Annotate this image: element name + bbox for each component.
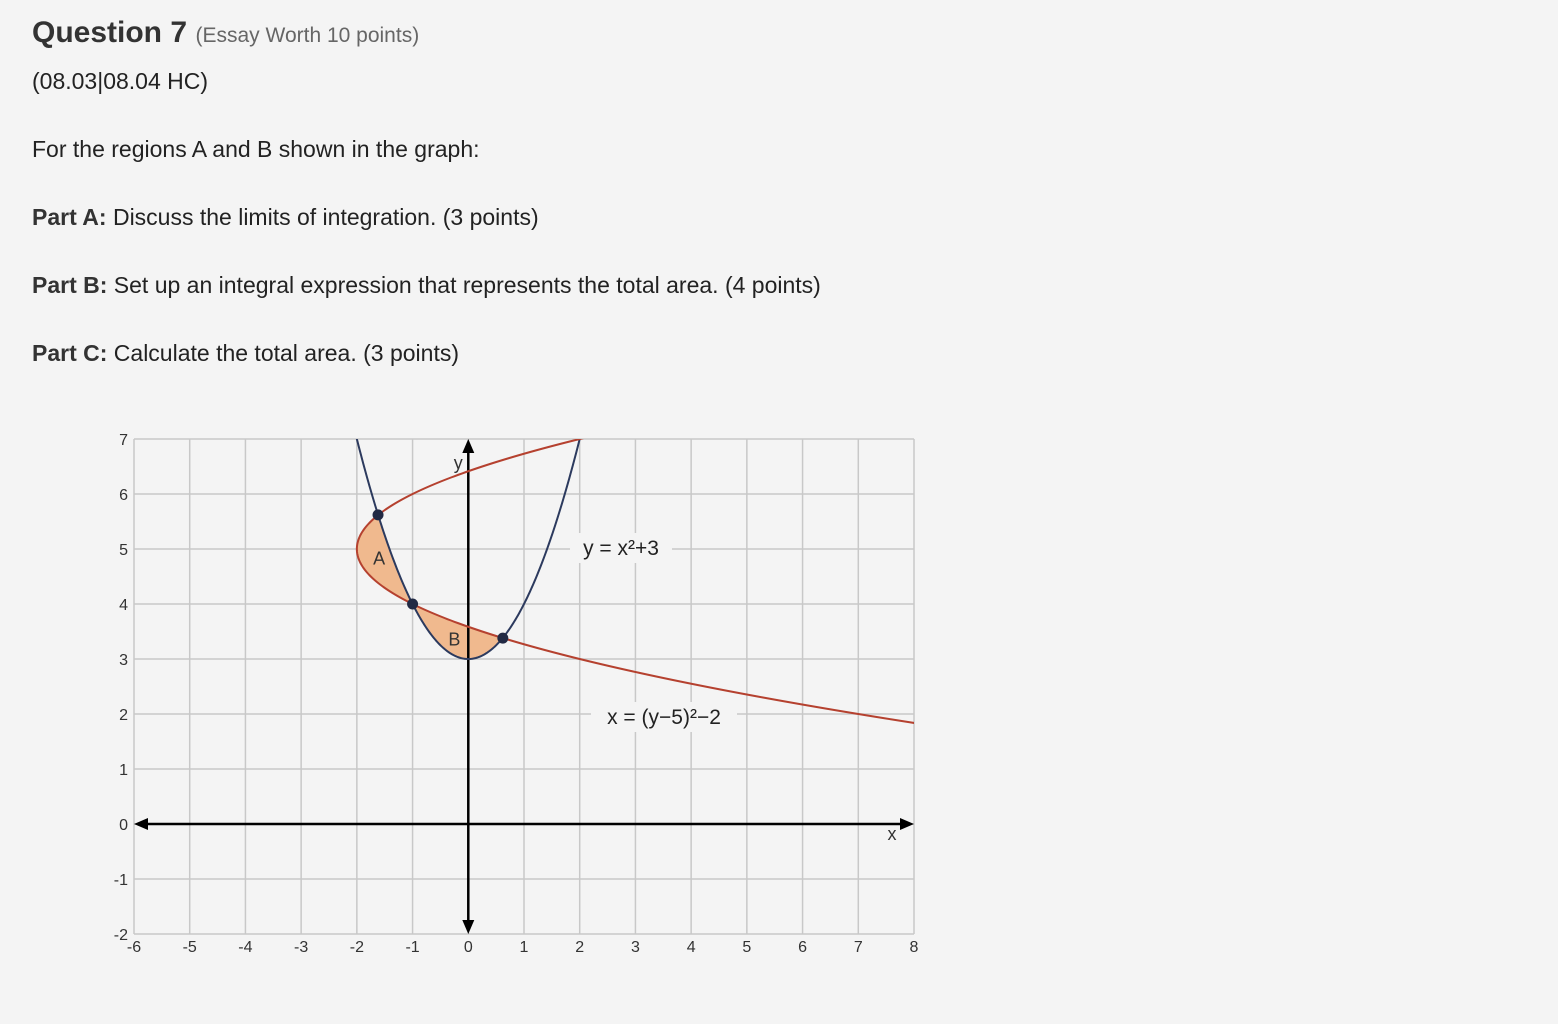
y-axis-bottom-arrow <box>462 920 474 934</box>
intersection-point <box>498 633 508 643</box>
y-tick-label: -1 <box>113 872 128 889</box>
part-a-text: Discuss the limits of integration. (3 points) <box>106 204 539 230</box>
question-worth: (Essay Worth 10 points) <box>195 24 420 47</box>
question-title: Question 7 <box>32 16 188 49</box>
equation-label-parabola-y: y = x²+3 <box>583 537 659 560</box>
curves <box>351 357 1248 770</box>
part-c-label: Part C: <box>32 340 108 366</box>
x-axis-label: x <box>887 824 897 844</box>
intersection-point <box>408 599 418 609</box>
x-tick-label: 8 <box>909 939 919 956</box>
x-tick-label: -4 <box>238 939 253 956</box>
y-tick-label: 2 <box>119 707 128 724</box>
question-prompt: For the regions A and B shown in the graph: <box>32 136 480 162</box>
intersection-point <box>373 510 383 520</box>
x-tick-label: -6 <box>126 939 142 956</box>
x-tick-label: 4 <box>686 939 696 956</box>
y-tick-label: 4 <box>119 597 128 614</box>
x-tick-label: -5 <box>182 939 197 956</box>
y-axis-top-arrow <box>462 439 474 453</box>
y-tick-label: 5 <box>119 542 128 559</box>
part-c-text: Calculate the total area. (3 points) <box>107 340 459 366</box>
shaded-regions <box>357 515 503 659</box>
x-tick-label: -1 <box>405 939 420 956</box>
equation-label-parabola-x: x = (y−5)²−2 <box>607 706 721 729</box>
part-b-text: Set up an integral expression that represents the total area. (4 points) <box>107 272 821 298</box>
y-tick-label: 7 <box>119 432 128 449</box>
x-tick-label: 5 <box>742 939 752 956</box>
y-tick-label: 0 <box>119 817 128 834</box>
x-axis-left-arrow <box>134 818 148 830</box>
x-tick-label: 7 <box>853 939 863 956</box>
x-tick-label: 0 <box>463 939 473 956</box>
x-tick-label: -2 <box>349 939 364 956</box>
grid <box>134 439 914 934</box>
x-tick-label: -3 <box>294 939 309 956</box>
part-b-label: Part B: <box>32 272 108 298</box>
question-code: (08.03|08.04 HC) <box>32 68 209 94</box>
curve-parabola-y <box>351 393 591 659</box>
x-tick-label: 6 <box>798 939 808 956</box>
y-tick-label: 1 <box>119 762 128 779</box>
x-axis-right-arrow <box>900 818 914 830</box>
y-axis-label: y <box>453 453 463 473</box>
x-tick-label: 2 <box>575 939 585 956</box>
y-tick-label: 6 <box>119 487 128 504</box>
part-a-label: Part A: <box>32 204 107 230</box>
x-tick-label: 1 <box>519 939 529 956</box>
y-tick-label: 3 <box>119 652 128 669</box>
labels <box>114 432 919 956</box>
region-a-label: A <box>373 548 386 569</box>
region-b-label: B <box>448 629 461 650</box>
x-tick-label: 3 <box>630 939 640 956</box>
y-tick-label: -2 <box>113 927 128 944</box>
